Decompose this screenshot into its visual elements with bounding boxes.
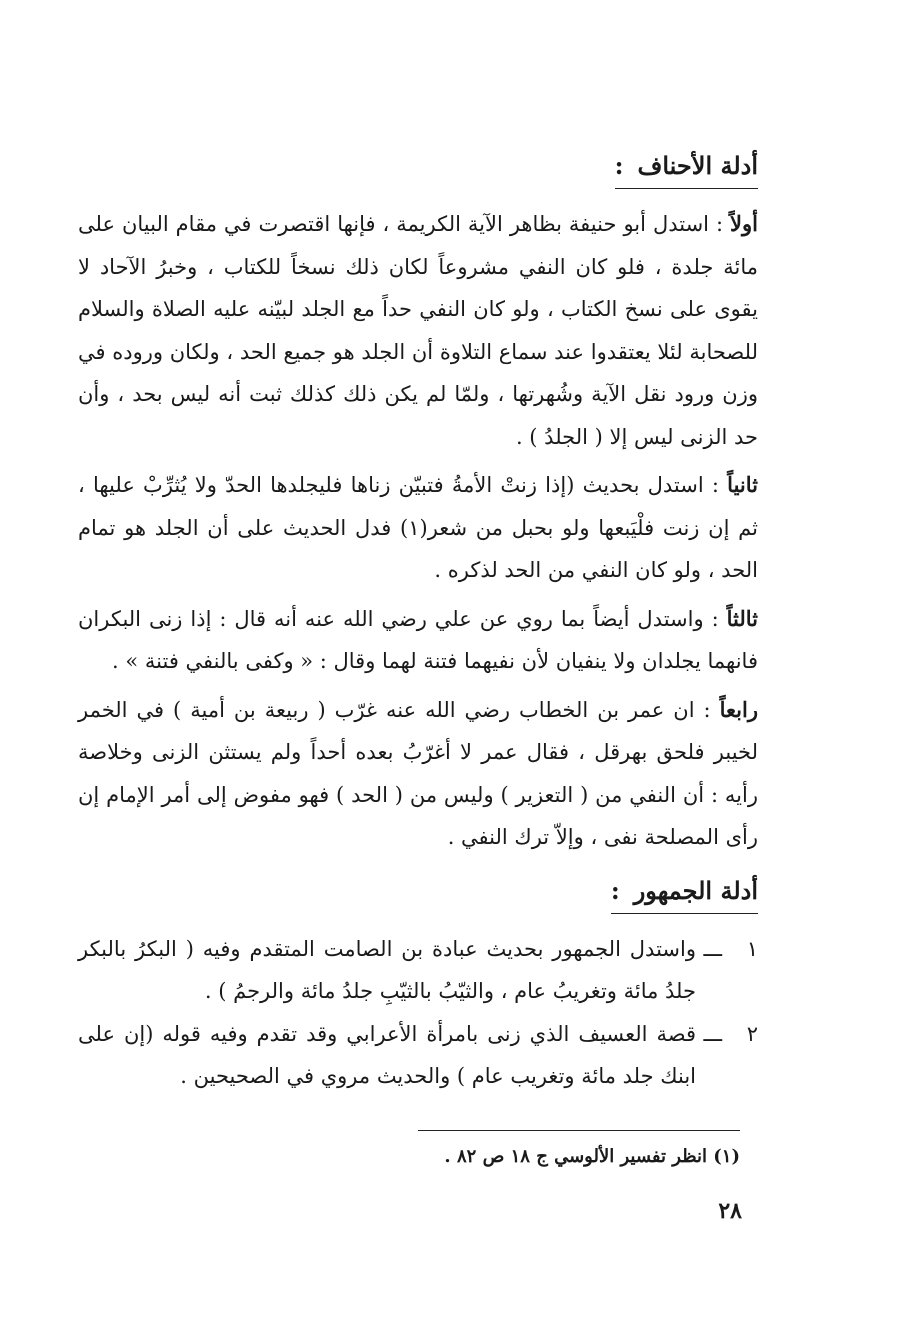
paragraph-third xyxy=(78,598,758,683)
paragraph-first xyxy=(78,203,758,458)
list-item-2-dash: ـــ xyxy=(703,1021,722,1046)
paragraph-first-lead: أولاً xyxy=(730,211,758,236)
section-heading-ahnaf-text: أدلة الأحناف xyxy=(637,151,758,180)
page-number: ٢٨ xyxy=(718,1198,742,1224)
list-item-2-text: قصة العسيف الذي زنى بامرأة الأعرابي وقد تقدم وفيه قوله (إن على ابنك جلد مائة وتغريب عام ) والحديث مروي في الصحيحين . xyxy=(78,1021,696,1088)
list-item-2 xyxy=(78,1013,758,1098)
footnote: (١) انظر تفسير الألوسي ج ١٨ ص ٨٢ . xyxy=(444,1146,740,1167)
list-item-1-number: ١ xyxy=(746,936,758,961)
paragraph-first-text: : استدل أبو حنيفة بظاهر الآية الكريمة ، فإنها اقتصرت في مقام البيان على مائة جلدة ، فلو كان النفي مشروعاً لكان ذلك نسخاً للكتاب ، وخبرُ الآحاد لا يقوى على نسخ الكتاب ، ولو كان النفي حداً مع الجلد لبيّنه عليه الصلاة والسلام للصحابة لئلا يعتقدوا عند سماع التلاوة أن الجلد هو جميع الحد ، ولكان وروده في وزن ورود نقل الآية وشُهرتها ، ولمّا لم يكن ذلك كذلك ثبت أنه ليس بحد ، وأن حد الزنى ليس إلا ( الجلدُ ) . xyxy=(78,212,758,449)
paragraph-fourth-text: : ان عمر بن الخطاب رضي الله عنه غرّب ( ربيعة بن أمية ) في الخمر لخيبر فلحق بهرقل ، فقال عمر لا أغرّبُ بعده أحداً ولم يستثن الزنى وخلاصة رأيه : أن النفي من ( التعزير ) وليس من ( الحد ) فهو مفوض إلى أمر الإمام إن رأى المصلحة نفى ، وإلاّ ترك النفي . xyxy=(78,697,758,849)
section-heading-jumhur-text: أدلة الجمهور xyxy=(633,875,758,905)
section-heading-ahnaf xyxy=(615,150,758,189)
paragraph-second-lead: ثانياً xyxy=(727,472,758,497)
section-heading-jumhur xyxy=(611,875,758,914)
section-jumhur xyxy=(78,875,758,928)
paragraph-third-text: : واستدل أيضاً بما روي عن علي رضي الله عنه أنه قال : إذا زنى البكران فانهما يجلدان ولا ينفيان لأن نفيهما فتنة لهما وقال : « وكفى بالنفي فتنة » . xyxy=(78,606,758,673)
list-item-1-dash: ـــ xyxy=(703,936,722,961)
paragraph-fourth xyxy=(78,689,758,859)
paragraph-second xyxy=(78,464,758,592)
list-item-1-text: واستدل الجمهور بحديث عبادة بن الصامت المتقدم وفيه ( البكرُ بالبكر جلدُ مائة وتغريبُ عام ، والثيّبُ بالثيّبِ جلدُ مائة والرجمُ ) . xyxy=(78,936,696,1003)
paragraph-second-text: : استدل بحديث (إذا زنتْ الأمةُ فتبيّن زناها فليجلدها الحدّ ولا يُثرِّبْ عليها ، ثم إن زنت فلْيَبعها ولو بحبل من شعر(١) فدل الحديث على أن الجلد هو تمام الحد ، ولو كان النفي من الحد لذكره . xyxy=(78,473,758,582)
section-heading-ahnaf-colon: : xyxy=(614,151,624,180)
footnote-divider xyxy=(418,1130,740,1131)
list-item-2-number: ٢ xyxy=(746,1021,758,1046)
page-body xyxy=(78,150,758,1098)
section-heading-jumhur-colon: : xyxy=(610,875,620,905)
list-item-1 xyxy=(78,928,758,1013)
paragraph-fourth-lead: رابعاً xyxy=(719,696,758,722)
paragraph-third-lead: ثالثاً xyxy=(726,605,758,631)
